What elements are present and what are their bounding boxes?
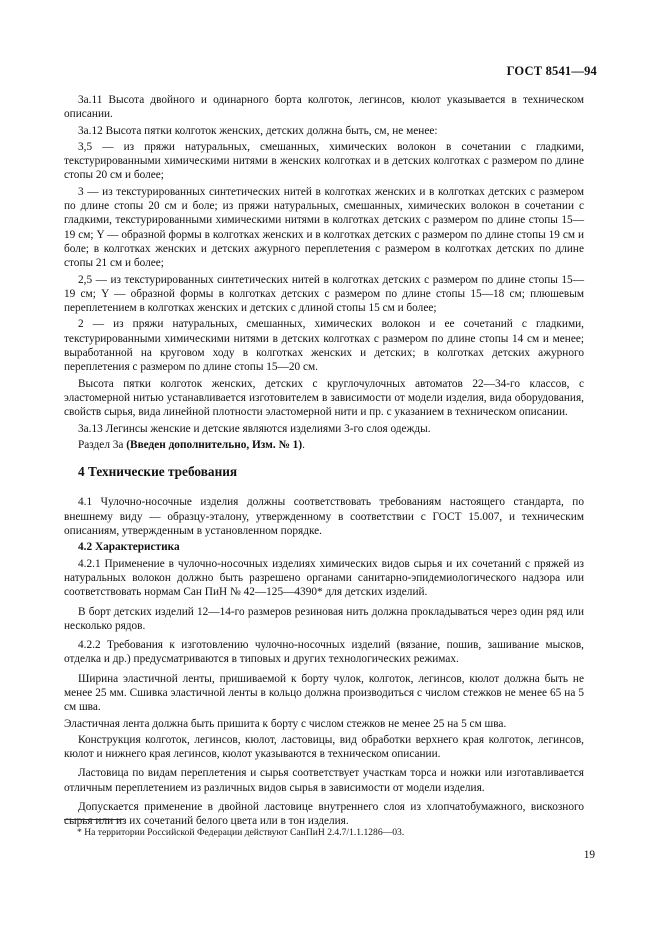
paragraph: 3а.13 Легинсы женские и детские являются изделиями 3-го слоя одежды. <box>78 422 431 435</box>
doc-code-header: ГОСТ 8541—94 <box>506 64 597 78</box>
footnote-divider <box>64 819 124 820</box>
paragraph: Ластовица по видам переплетения и сырья соответствует участкам торса и ножки или изготавливается отличным переплетением из различных видов сырья в зависимости от модели изделия. <box>64 767 584 794</box>
paragraph: 3а.12 Высота пятки колготок женских, детских должна быть, см, не менее: <box>78 124 438 137</box>
paragraph: 2,5 — из текстурированных синтетических нитей в колготках детских с размером по длине стопы 15—19 см; Y — образной формы в колготках детских с размером по длине стопы 15—18 см; плюшевым переплетением в колготках женских и детских с длиной стопы 15 см и более; <box>64 273 584 315</box>
paragraph: Допускается применение в двойной ластовице внутреннего слоя из хлопчатобумажного, вискозного сырья или из их сочетаний белого цвета или в тон изделия. <box>64 801 584 828</box>
amendment-suffix: . <box>302 438 305 451</box>
paragraph: Эластичная лента должна быть пришита к борту с числом стежков не менее 25 на 5 см шва. <box>64 717 507 730</box>
paragraph: 3а.11 Высота двойного и одинарного борта колготок, легинсов, кюлот указывается в техническом описании. <box>64 94 584 121</box>
paragraph: Конструкция колготок, легинсов, кюлот, ластовицы, вид обработки верхнего края колготок, легинсов, кюлот и нижнего края легинсов, кюлот указываются в техническом описании. <box>64 733 584 761</box>
paragraph: В борт детских изделий 12—14-го размеров резиновая нить должна прокладываться через один ряд или несколько рядов. <box>64 605 584 632</box>
paragraph: 4.2.2 Требования к изготовлению чулочно-носочных изделий (вязание, пошив, зашивание мысков, отделка и др.) предусматриваются в типовых и других технологических режимах. <box>64 639 584 666</box>
paragraph: Ширина эластичной ленты, пришиваемой к борту чулок, колготок, легинсов, кюлот должна быть не менее 25 мм. Сшивка эластичной ленты в кольцо должна производиться с числом стежков не менее 65 на 5 см шва. <box>64 672 584 714</box>
amendment-bold: (Введен дополнительно, Изм. № 1) <box>126 438 303 451</box>
page-number: 19 <box>583 849 595 861</box>
amendment-prefix: Раздел 3а <box>78 438 127 451</box>
paragraph: 2 — из пряжи натуральных, смешанных, химических волокон и ее сочетаний с гладкими, текстурированными химическими нитями в детских колготках с размером по длине стопы 14 см и менее; выработанной на круговом ходу в колготках женских и детских; в колготках детских ажурного переплетения с размером по длине стопы 15—20 см. <box>64 318 584 374</box>
section-title: 4 Технические требования <box>78 464 238 480</box>
amendment-note <box>64 438 584 452</box>
paragraph: 4.1 Чулочно-носочные изделия должны соответствовать требованиям настоящего стандарта, по внешнему виду — образцу-эталону, утвержденному в соответствии с ГОСТ 15.007, и техническим описаниям, утвержденным в установленном порядке. <box>64 496 584 538</box>
paragraph: Высота пятки колготок женских, детских с круглочулочных автоматов 22—34-го классов, с эластомерной нитью устанавливается изготовителем в зависимости от модели изделия, вида оборудования, свойств сырья, вида линейной плотности эластомерной нити и пр. с указанием в техническом описании. <box>64 377 584 419</box>
footnote: * На территории Российской Федерации действуют СанПиН 2.4.7/1.1.1286—03. <box>77 827 405 838</box>
subsection-heading: 4.2 Характеристика <box>78 541 180 554</box>
document-body <box>64 93 584 831</box>
paragraph: 4.2.1 Применение в чулочно-носочных изделиях химических видов сырья и их сочетаний с пряжей из натуральных волокон должно быть разрешено органами санитарно-эпидемиологического надзора или соответствовать нормам Сан ПиН № 42—125—4390* для детских изделий. <box>64 557 584 599</box>
paragraph: 3 — из текстурированных синтетических нитей в колготках женских и в колготках детских с размером по длине стопы 20 см и боле; из пряжи натуральных, смешанных, химических волокон в сочетании с гладкими, текстурированными химическими нитями в колготках детских с размером по длине стопы 15—19 см; Y — образной формы в колготках женских и в колготках детских с размером по длине стопы 19 см и боле; в колготках женских и детских ажурного переплетения с размером в колготках детских по длине стопы 21 см и более; <box>64 185 584 270</box>
paragraph: 3,5 — из пряжи натуральных, смешанных, химических волокон в сочетании с гладкими, текстурированными химическими нитями в женских колготках и в детских колготках с размером по длине стопы 20 см и более; <box>64 140 584 182</box>
